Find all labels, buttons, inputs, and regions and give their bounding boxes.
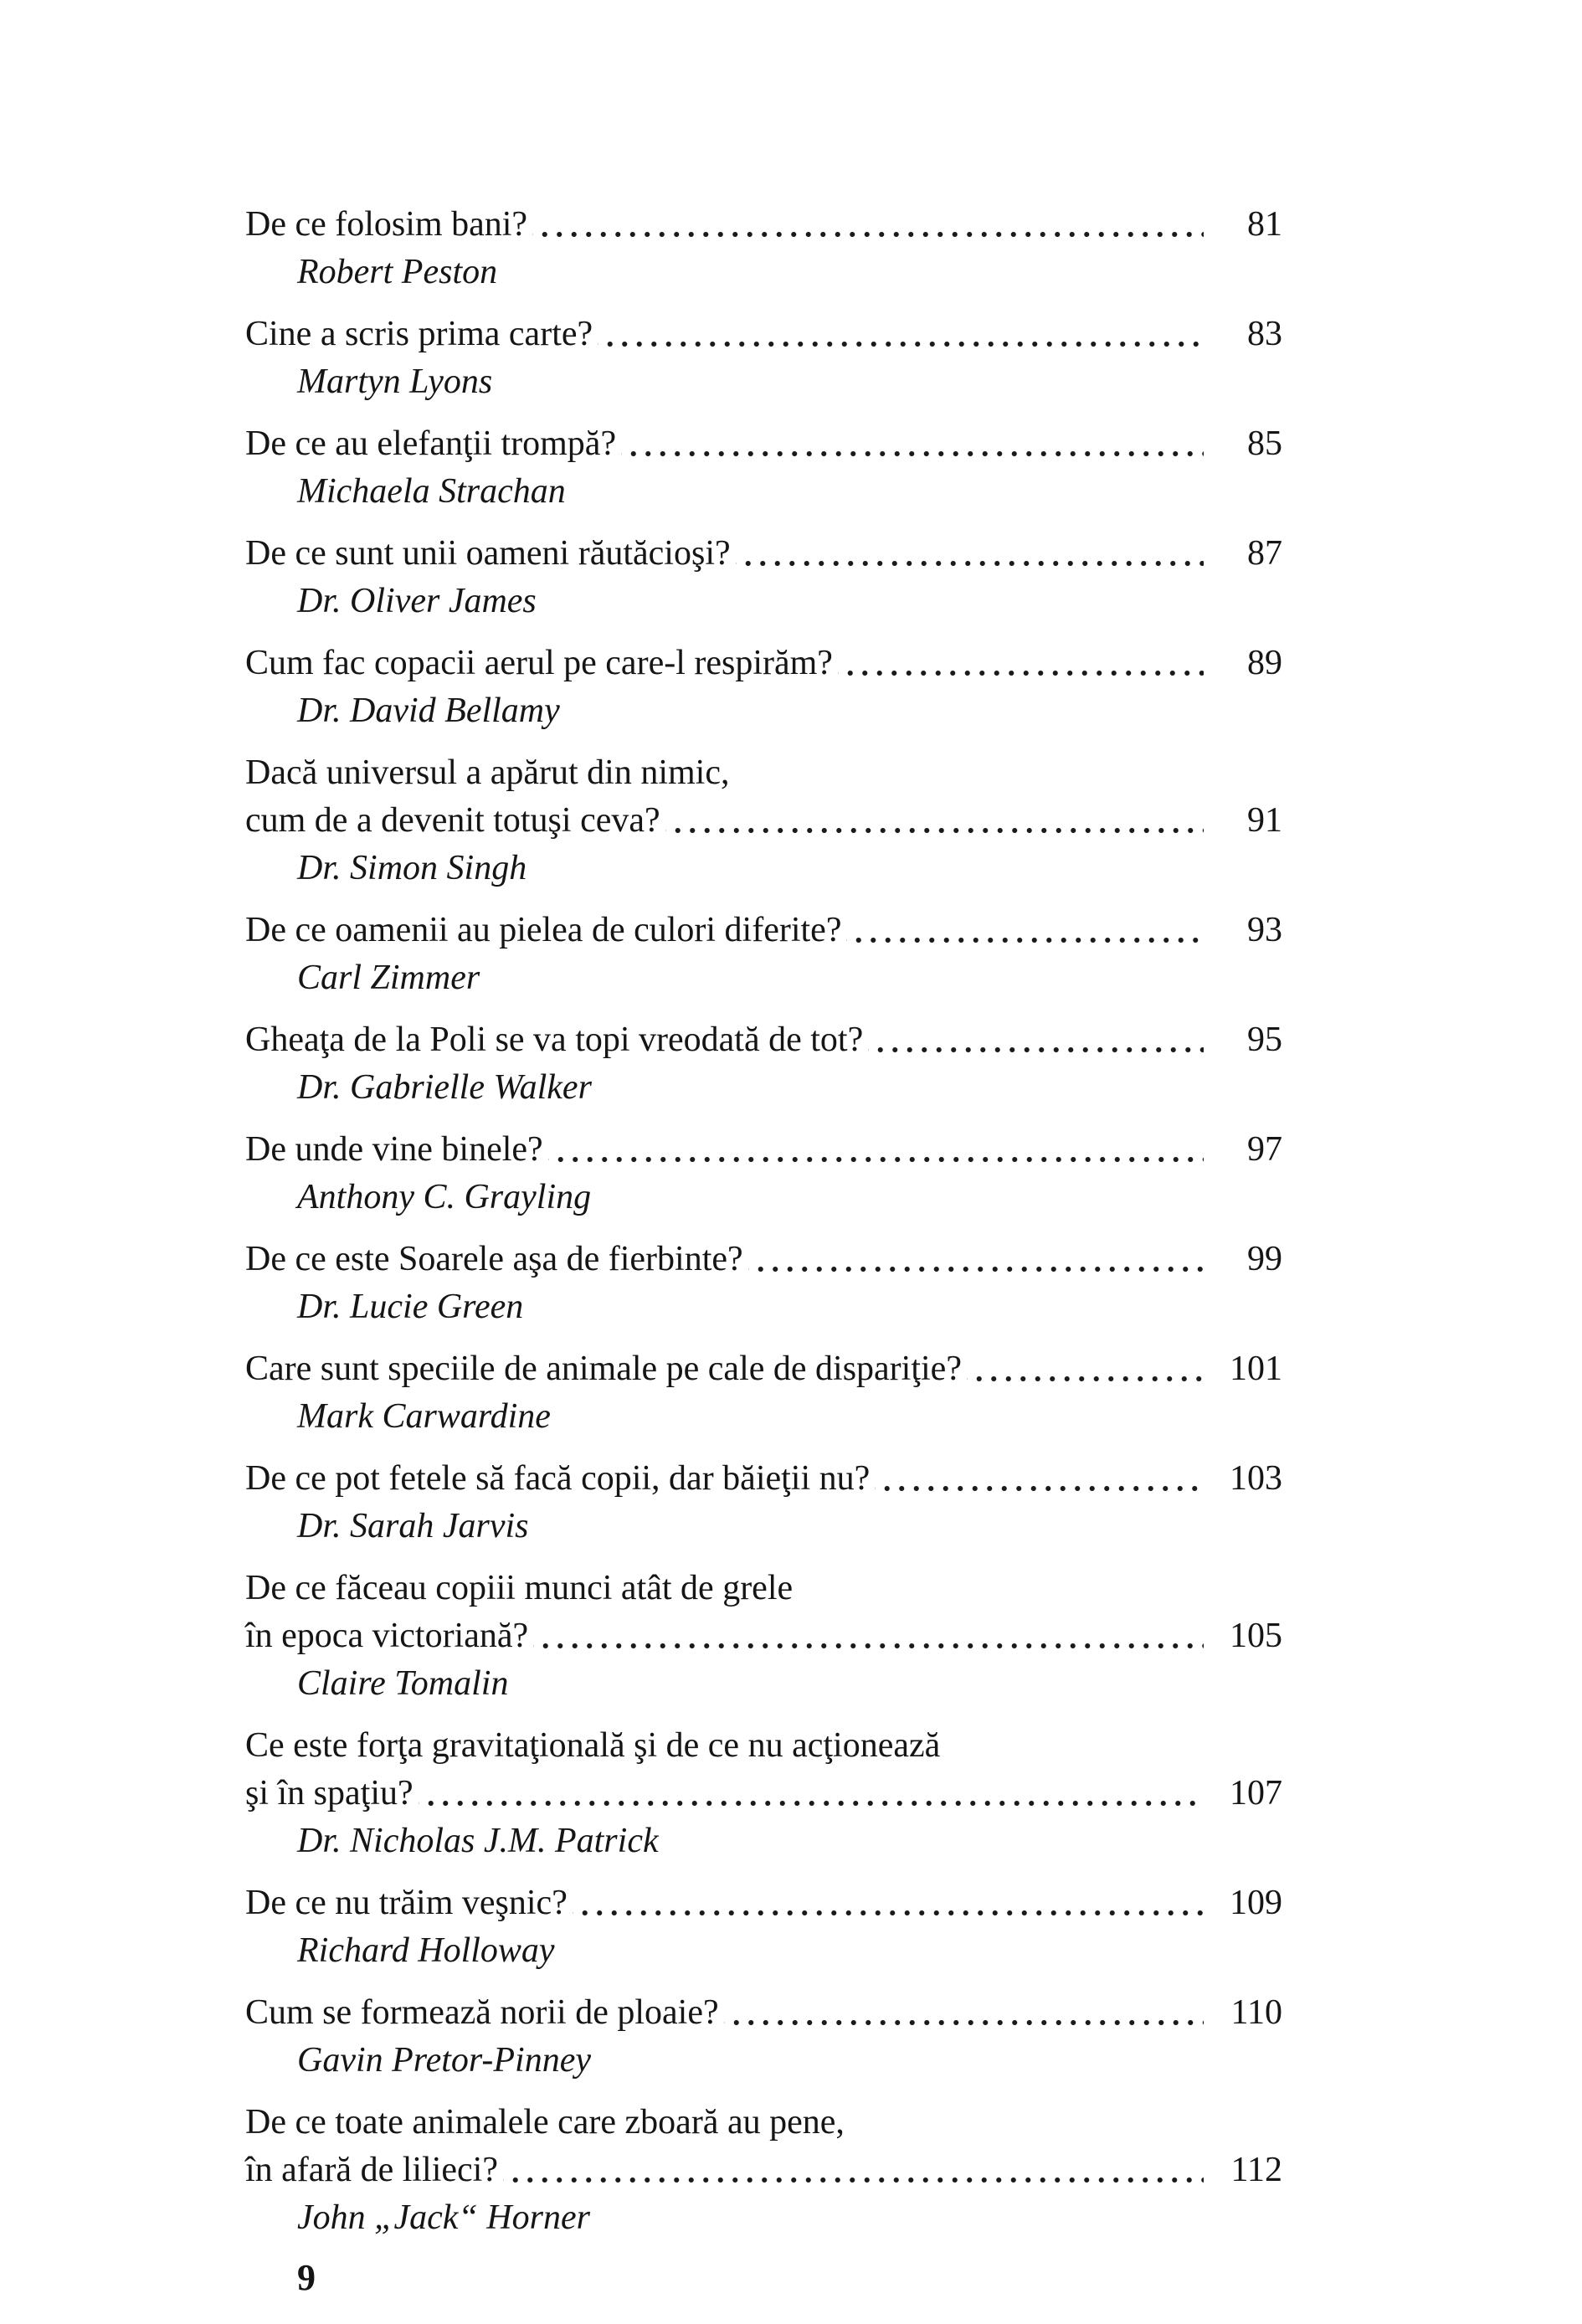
toc-entry-title-text: Cum fac copacii aerul pe care-l respirăm? [245,644,833,682]
toc-entry [245,1345,1282,1441]
dot-leader [838,640,1204,687]
toc-entry-title-line [245,1879,1282,1927]
toc-entry-title-line: De ce toate animalele care zboară au pene, [245,2103,845,2141]
toc-entry-title-text: De ce folosim bani? [245,205,528,244]
toc-entry-page-number: 103 [1230,1459,1282,1498]
toc-entry-title [245,1126,1282,1174]
toc-entry-page-number: 95 [1247,1021,1282,1059]
toc-entry-author: Claire Tomalin [297,1664,509,1703]
toc-entry-title-line [245,420,1282,468]
toc-entry [245,1565,1282,1708]
toc-entry [245,1722,1282,1865]
toc-entry-author: Dr. Lucie Green [297,1288,524,1326]
toc-entry-title [245,640,1282,687]
toc-entry-title-line [245,2147,1282,2194]
toc-entry-author: Dr. Sarah Jarvis [297,1507,529,1545]
toc-entry-title-line [245,1455,1282,1503]
toc-entry-author: Dr. David Bellamy [297,692,560,730]
toc-entry [245,311,1282,406]
dot-leader [665,797,1204,845]
toc-entry-title-text: Cine a scris prima carte? [245,315,593,353]
toc-entry-author: Robert Peston [297,253,498,291]
dot-leader [868,1016,1204,1064]
toc-entry-page-number: 97 [1247,1130,1282,1169]
toc-entry-title-line [245,1770,1282,1818]
toc-entry-title [245,907,1282,954]
toc-entry-title [245,1565,1282,1660]
toc-entry-page-number: 85 [1247,424,1282,463]
toc-entry-title-line [245,640,1282,687]
toc-entry-page-number: 99 [1247,1240,1282,1278]
toc-entry-title-line [245,530,1282,578]
toc-entry-author: Mark Carwardine [297,1397,551,1436]
dot-leader [503,2147,1204,2194]
toc-entry-author: Anthony C. Grayling [297,1178,592,1216]
toc-entry-author: Michaela Strachan [297,472,566,511]
toc-entry [245,1126,1282,1221]
toc-entry-page-number: 101 [1230,1350,1282,1388]
toc-entry-title-line [245,311,1282,358]
toc-entry-title [245,311,1282,358]
toc-entry [245,907,1282,1002]
toc-entry-title-line [245,797,1282,845]
toc-entry-title [245,1345,1282,1393]
dot-leader [724,1989,1204,2037]
toc-entry-page-number: 89 [1247,644,1282,682]
toc-entry [245,1879,1282,1975]
toc-entry-title [245,1722,1282,1818]
toc-entry [245,1455,1282,1550]
toc-entry-page-number: 105 [1230,1617,1282,1655]
toc-entry [245,1236,1282,1331]
toc-entry-title-text: De ce sunt unii oameni răutăcioşi? [245,534,731,573]
toc-entry-page-number: 81 [1247,205,1282,244]
toc-entry-author: Dr. Gabrielle Walker [297,1068,592,1107]
toc-entry [245,420,1282,516]
toc-entry-title-line [245,1236,1282,1283]
dot-leader [548,1126,1204,1174]
dot-leader [532,201,1204,249]
dot-leader [967,1345,1204,1393]
toc-entry-author: Dr. Simon Singh [297,849,527,887]
table-of-contents [245,201,1282,2242]
toc-entry-title-line [245,1126,1282,1174]
toc-entry-title-line: Dacă universul a apărut din nimic, [245,753,730,792]
dot-leader [875,1455,1204,1503]
toc-entry [245,2099,1282,2242]
toc-entry [245,201,1282,296]
toc-entry-page-number: 91 [1247,801,1282,840]
toc-entry-title-line: Ce este forţa gravitaţională şi de ce nu acţionează [245,1726,941,1765]
toc-entry-title-line [245,1989,1282,2037]
toc-entry-title-text: Care sunt speciile de animale pe cale de dispariţie? [245,1350,962,1388]
toc-entry [245,640,1282,735]
toc-entry-title-text: Gheaţa de la Poli se va topi vreodată de tot? [245,1021,864,1059]
toc-entry-title-text: în afară de lilieci? [245,2151,498,2189]
toc-entry-title [245,1016,1282,1064]
toc-entry-title [245,2099,1282,2194]
dot-leader [598,311,1204,358]
toc-entry-title-text: De ce este Soarele aşa de fierbinte? [245,1240,743,1278]
toc-entry [245,1016,1282,1112]
toc-entry-author: Gavin Pretor-Pinney [297,2041,591,2080]
toc-entry-page-number: 110 [1230,1993,1282,2032]
toc-entry-page-number: 112 [1230,2151,1282,2189]
toc-entry-title [245,1236,1282,1283]
dot-leader [573,1879,1204,1927]
toc-entry-title [245,1879,1282,1927]
toc-entry-author: Carl Zimmer [297,959,480,997]
toc-entry-author: Martyn Lyons [297,362,493,401]
toc-entry-title-line [245,1345,1282,1393]
dot-leader [419,1770,1204,1818]
toc-entry-title-line [245,1016,1282,1064]
toc-entry-title-line [245,201,1282,249]
toc-entry-page-number: 107 [1230,1774,1282,1812]
toc-entry-author: John „Jack“ Horner [297,2198,590,2237]
toc-entry-title [245,1989,1282,2037]
toc-entry-title-text: De ce pot fetele să facă copii, dar băieţii nu? [245,1459,871,1498]
toc-entry-title [245,530,1282,578]
toc-entry-page-number: 109 [1230,1884,1282,1922]
toc-entry-title-text: De unde vine binele? [245,1130,543,1169]
toc-entry-author: Dr. Oliver James [297,582,537,620]
toc-entry [245,749,1282,892]
toc-entry-title-text: Cum se formează norii de ploaie? [245,1993,719,2032]
toc-entry [245,1989,1282,2085]
toc-entry-title-text: cum de a devenit totuşi ceva? [245,801,660,840]
toc-entry-title-line: De ce făceau copiii munci atât de grele [245,1569,794,1607]
toc-entry-page-number: 83 [1247,315,1282,353]
toc-entry-title-text: şi în spaţiu? [245,1774,413,1812]
toc-entry-author: Dr. Nicholas J.M. Patrick [297,1822,659,1860]
toc-entry-author: Richard Holloway [297,1931,555,1970]
toc-entry-page-number: 93 [1247,911,1282,949]
toc-entry-title [245,420,1282,468]
dot-leader [736,530,1204,578]
toc-entry-title-text: De ce oamenii au pielea de culori diferite? [245,911,842,949]
toc-entry-title [245,1455,1282,1503]
toc-entry-page-number: 87 [1247,534,1282,573]
dot-leader [533,1612,1204,1660]
toc-entry-title-text: De ce nu trăim veşnic? [245,1884,568,1922]
dot-leader [748,1236,1204,1283]
toc-entry [245,530,1282,625]
toc-entry-title-line [245,1612,1282,1660]
dot-leader [846,907,1204,954]
toc-entry-title [245,201,1282,249]
toc-entry-title [245,749,1282,845]
toc-entry-title-text: în epoca victoriană? [245,1617,529,1655]
toc-entry-title-text: De ce au elefanţii trompă? [245,424,617,463]
toc-entry-title-line [245,907,1282,954]
dot-leader [621,420,1204,468]
page-number-footer: 9 [297,2257,316,2298]
